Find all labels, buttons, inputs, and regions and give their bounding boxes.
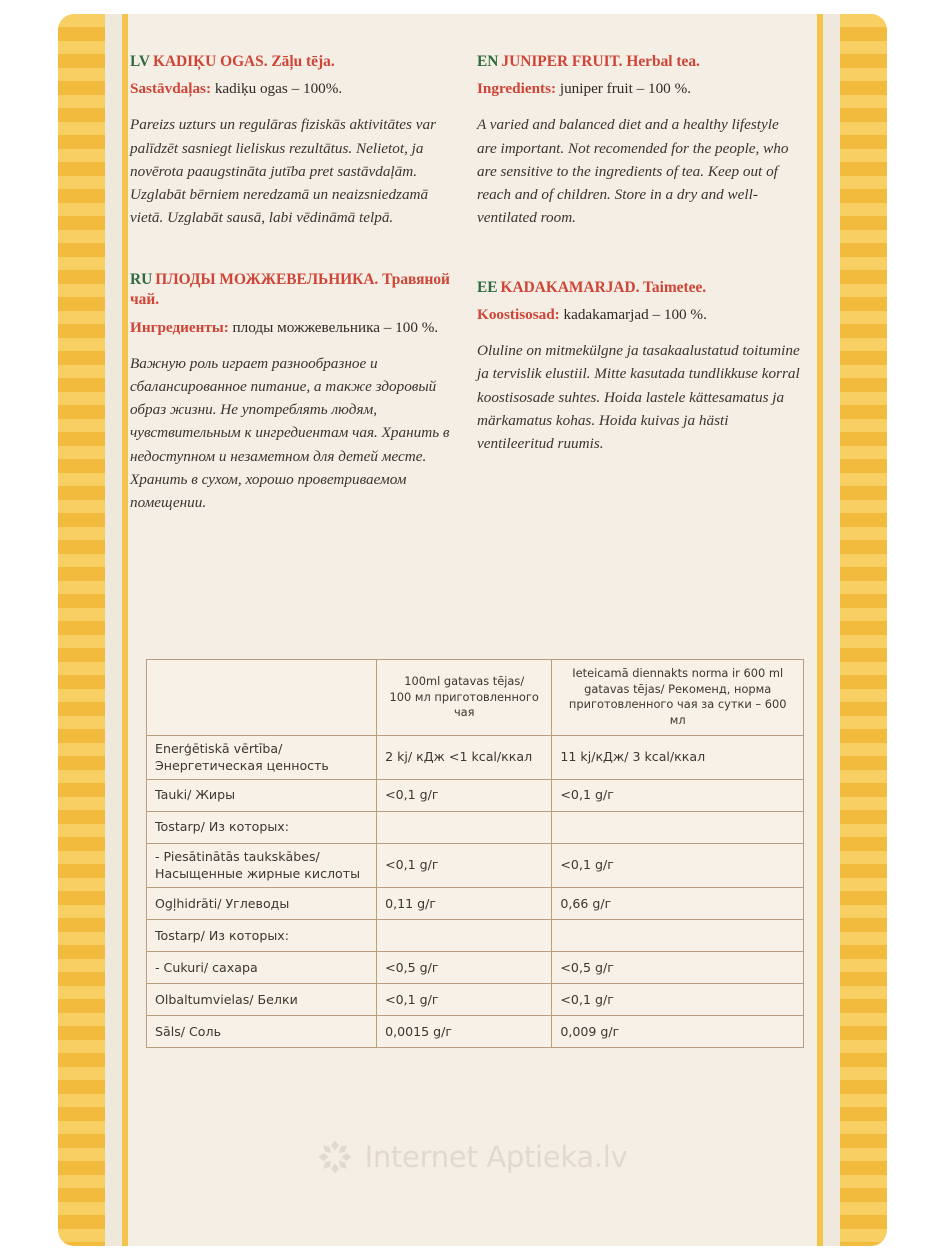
nutrition-header-corner [147,660,377,736]
row-label: - Cukuri/ сахара [147,952,377,984]
row-label: Tostarp/ Из которых: [147,920,377,952]
ru-heading [130,270,455,311]
en-ingredients [477,79,802,100]
en-heading [477,52,802,72]
row-label: Tauki/ Жиры [147,780,377,812]
row-value-daily: <0,1 g/г [552,780,804,812]
nutrition-table-head [147,660,804,736]
en-title: JUNIPER FRUIT. Herbal tea. [501,53,700,70]
table-row [147,984,804,1016]
ru-ingredients [130,318,455,339]
lv-ru-spacer [130,256,455,270]
right-column [477,52,802,540]
per100ml-line1: 100ml gatavas tējas/ [404,673,525,688]
table-row [147,1016,804,1048]
row-label [147,844,377,888]
table-row [147,780,804,812]
row-value-per100ml [377,920,552,952]
ru-ingredients-value: плоды можжевельника – 100 %. [228,318,439,336]
row-value-per100ml: <0,5 g/г [377,952,552,984]
per100ml-line2: 100 мл приготовленного [389,689,539,704]
en-lang-code: EN [477,53,499,70]
lv-heading [130,52,455,72]
row-value-per100ml: <0,1 g/г [377,984,552,1016]
row-value-daily: 11 kj/кДж/ 3 kcal/ккал [552,735,804,779]
daily-line3: приготовленного чая за сутки – 600 мл [568,697,787,728]
en-body-text: A varied and balanced diet and a healthy lifestyle are important. Not recomended for the people, who are sensitive to the ingredients of tea. Keep out of reach and of children. Store in a dry and well-ventilated room. [477,116,789,227]
nutrition-table-wrapper [146,659,804,1048]
row-label: Tostarp/ Из которых: [147,812,377,844]
en-ingredients-value: juniper fruit – 100 %. [556,80,692,98]
section-lv [130,52,455,230]
section-ee [477,278,802,456]
table-row [147,920,804,952]
row-value-daily: <0,5 g/г [552,952,804,984]
row-value-per100ml: 2 kj/ кДж <1 kcal/ккал [377,735,552,779]
row-label-line2: Насыщенные жирные кислоты [155,865,361,881]
section-en [477,52,802,230]
nutrition-table-body [147,735,804,1047]
lv-title: KADIĶU OGAS. Zāļu tēja. [152,53,335,70]
nutrition-header-daily [552,660,804,736]
row-value-daily: 0,009 g/г [552,1016,804,1048]
ee-heading [477,278,802,298]
ru-ingredients-label: Ингредиенты: [130,318,229,336]
table-row [147,812,804,844]
ee-ingredients-value: kadakamarjad – 100 %. [559,306,707,324]
row-value-daily: 0,66 g/г [552,888,804,920]
row-value-daily: <0,1 g/г [552,984,804,1016]
daily-line2: gatavas tējas/ Рекоменд, норма [584,681,772,696]
table-row [147,735,804,779]
right-stripe-band [840,14,887,1246]
per100ml-line3: чая [453,705,475,720]
left-gutter [105,14,122,1246]
section-ru [130,270,455,515]
lv-ingredients-value: kadiķu ogas – 100%. [211,80,343,98]
ru-title: ПЛОДЫ МОЖЖЕВЕЛЬНИКА. Травяной чай. [130,270,450,309]
ee-title: KADAKAMARJAD. Taimetee. [500,278,707,296]
row-value-per100ml [377,812,552,844]
row-label: Olbaltumvielas/ Белки [147,984,377,1016]
row-value-per100ml: 0,11 g/г [377,888,552,920]
ee-ingredients [477,305,802,326]
right-gutter [823,14,840,1246]
lv-body-text: Pareizs uzturs un regulāras fiziskās aktivitātes var palīdzēt sasniegt lieliskus rezultātus. Nelietot, ja novērota paaugstināta jutība pret sastāvdaļām. Uzglabāt bērniem neredzamā un neaizsniedzamā vietā. Uzglabāt sausā, labi vēdināmā telpā. [130,116,436,227]
row-label [147,735,377,779]
row-label-line1: - Piesātinātās taukskābes/ [155,849,320,865]
nutrition-header-row [147,660,804,736]
lv-lang-code: LV [130,53,150,70]
ee-ingredients-label: Koostisosad: [477,306,560,324]
ee-lang-code: EE [477,278,498,296]
ru-body-text: Важную роль играет разнообразное и сбалансированное питание, а также здоровый образ жизни. Не употреблять людям, чувствительным к ингредиентам чая. Хранить в недоступном и незаметном для детей месте. Хранить в сухом, хорошо проветриваемом помещении. [130,354,450,512]
row-value-daily [552,812,804,844]
row-value-daily [552,920,804,952]
table-row [147,952,804,984]
row-value-per100ml: 0,0015 g/г [377,1016,552,1048]
nutrition-table [146,659,804,1048]
nutrition-header-per100ml [377,660,552,736]
left-stripe-band [58,14,105,1246]
ee-body-text: Oluline on mitmekülgne ja tasakaalustatud toitumine ja tervislik elustiil. Mitte kasutada tundlikkuse korral koostisosade suhtes. Hoida lastele kättesamatus ja märkamatus kohas. Hoida kuivas ja hästi ventileeritud ruumis. [477,342,800,453]
en-ee-spacer [477,256,802,278]
ru-lang-code: RU [130,270,153,288]
en-ingredients-label: Ingredients: [477,80,557,98]
table-row [147,844,804,888]
row-value-daily: <0,1 g/г [552,844,804,888]
table-row [147,888,804,920]
lv-ingredients-label: Sastāvdaļas: [130,80,212,98]
right-thin-rule [817,14,823,1246]
row-value-per100ml: <0,1 g/г [377,780,552,812]
row-label-line2: Энергетическая ценность [155,757,329,773]
row-label: Sāls/ Соль [147,1016,377,1048]
left-column [130,52,455,540]
row-label: Ogļhidrāti/ Углеводы [147,888,377,920]
product-package-back-panel [58,14,887,1246]
daily-line1: Ieteicamā diennakts norma ir 600 ml [572,666,784,680]
watermark-text: Internet Aptieka.lv [364,1140,628,1174]
row-value-per100ml: <0,1 g/г [377,844,552,888]
row-label-line1: Enerģētiskā vērtība/ [155,740,283,756]
lv-ingredients [130,79,455,100]
label-text-columns [130,52,802,540]
